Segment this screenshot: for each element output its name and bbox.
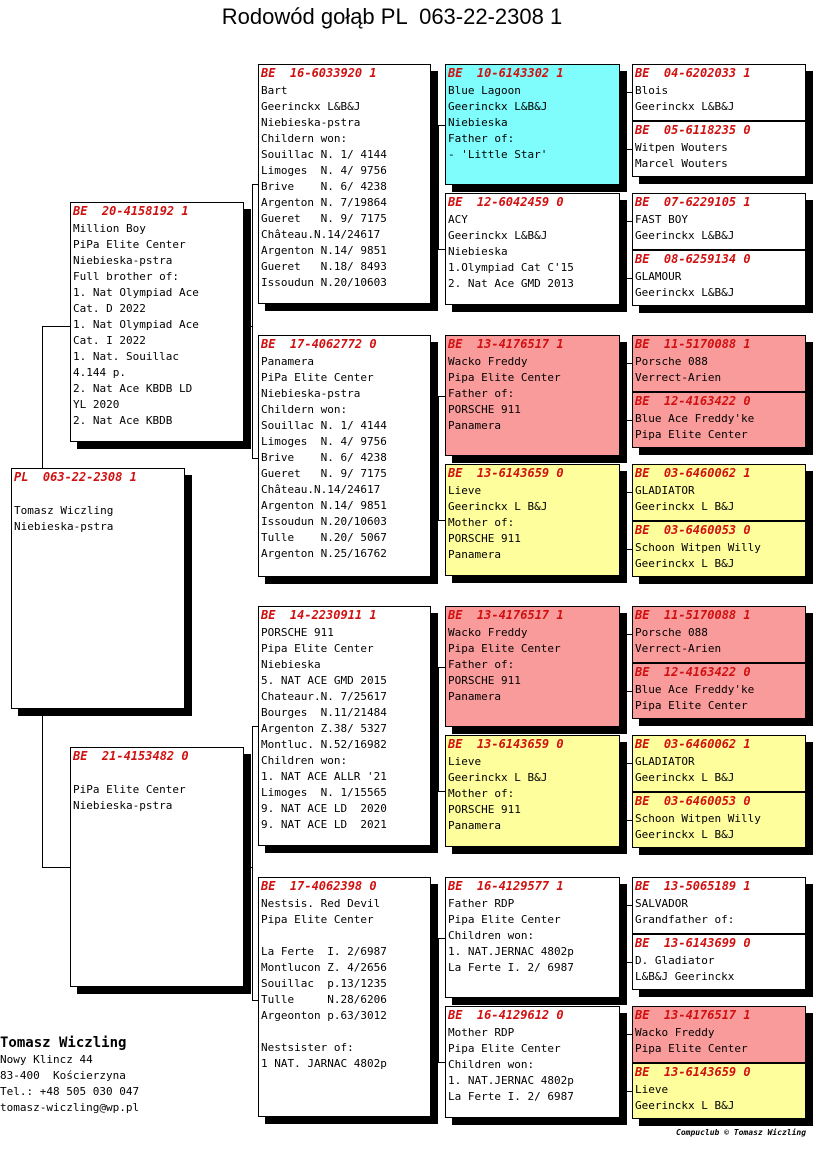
detail-line: PORSCHE 911	[448, 403, 521, 416]
ring-number: BE 12-4163422 0	[635, 394, 751, 408]
detail-line: Tulle N.20/ 5067	[261, 531, 387, 544]
pigeon-card-fmf	[445, 335, 620, 456]
detail-line: Gueret N. 9/ 7175	[261, 212, 387, 225]
detail-line: Geerinckx L&B&J	[635, 100, 735, 113]
detail-line: PORSCHE 911	[448, 532, 521, 545]
pigeon-details	[71, 219, 243, 429]
detail-line: Geerinckx L B&J	[448, 771, 548, 784]
connector-line	[438, 396, 445, 397]
detail-line: Father of:	[448, 132, 515, 145]
detail-line: Niebieska-pstra	[261, 387, 361, 400]
connector-line	[626, 763, 627, 820]
ring-number: BE 17-4062772 0	[261, 337, 377, 351]
detail-line: 1. Nat. Souillac	[73, 350, 179, 363]
pigeon-details	[71, 764, 243, 814]
detail-line: Issoudun N.20/10603	[261, 515, 387, 528]
pigeon-card-g5	[632, 335, 806, 392]
pigeon-details	[446, 352, 619, 434]
detail-line: Pipa Elite Center	[448, 1042, 561, 1055]
detail-line: Geerinckx L B&J	[635, 1099, 735, 1112]
detail-line: Panamera	[448, 690, 501, 703]
ring-number: BE 12-6042459 0	[448, 195, 564, 209]
detail-line: Blue Ace Freddy'ke	[635, 412, 755, 425]
pigeon-card-g6	[632, 392, 806, 448]
pigeon-card-ffm	[445, 193, 620, 305]
detail-line: Pipa Elite Center	[635, 699, 748, 712]
pigeon-card-g12	[632, 792, 806, 848]
detail-line: - 'Little Star'	[448, 148, 548, 161]
detail-line: 2. Nat Ace GMD 2013	[448, 277, 574, 290]
detail-line: Tomasz Wiczling	[14, 504, 114, 517]
detail-line: Cat. D 2022	[73, 302, 146, 315]
detail-line: Pipa Elite Center	[261, 913, 374, 926]
detail-line: Argenton N.14/ 9851	[261, 499, 387, 512]
detail-line: 1. Nat Olympiad Ace	[73, 318, 199, 331]
detail-line: Marcel Wouters	[635, 157, 728, 170]
detail-line: Children won:	[448, 1058, 535, 1071]
connector-line	[626, 905, 627, 962]
detail-line: Chateaur.N. 7/25617	[261, 690, 387, 703]
detail-line: Blue Lagoon	[448, 84, 521, 97]
detail-line: 4.144 p.	[73, 366, 126, 379]
owner-email: tomasz-wiczling@wp.pl	[0, 1101, 140, 1114]
connector-line	[252, 726, 253, 1000]
detail-line: Lieve	[635, 1083, 669, 1096]
connector-line	[438, 1062, 445, 1063]
detail-line: PiPa Elite Center	[261, 371, 374, 384]
pigeon-card-g4	[632, 250, 806, 306]
detail-line: Children won:	[448, 929, 535, 942]
connector-line	[626, 92, 627, 149]
connector-line	[438, 938, 439, 1062]
owner-phone: Tel.: +48 505 030 047	[0, 1085, 140, 1098]
detail-line: Wacko Freddy	[448, 355, 528, 368]
owner-name: Tomasz Wiczling	[0, 1035, 127, 1051]
ring-number: PL 063-22-2308 1	[14, 470, 137, 484]
connector-line	[252, 184, 253, 458]
detail-line: GLADIATOR	[635, 755, 695, 768]
pigeon-details	[633, 138, 805, 172]
detail-line: Verrect-Arien	[635, 642, 722, 655]
detail-line: Niebieska-pstra	[261, 116, 361, 129]
detail-line: D. Gladiator	[635, 954, 715, 967]
pigeon-details	[633, 81, 805, 115]
pigeon-details	[633, 752, 805, 786]
connector-line	[42, 867, 70, 868]
detail-line: Pipa Elite Center	[635, 1042, 748, 1055]
ring-number: BE 04-6202033 1	[635, 66, 751, 80]
detail-line: 1 NAT. JARNAC 4802p	[261, 1057, 387, 1070]
pigeon-details	[633, 267, 805, 301]
pigeon-details	[633, 210, 805, 244]
pigeon-card-g3	[632, 193, 806, 250]
detail-line: Pipa Elite Center	[448, 913, 561, 926]
ring-number: BE 03-6460053 0	[635, 794, 751, 808]
connector-line	[438, 249, 445, 250]
detail-line: Issoudun N.20/10603	[261, 276, 387, 289]
detail-line: GLAMOUR	[635, 270, 682, 283]
detail-line: Bart	[261, 84, 288, 97]
ring-number: BE 08-6259134 0	[635, 252, 751, 266]
detail-line: 1. NAT.JERNAC 4802p	[448, 945, 574, 958]
detail-line: ACY	[448, 213, 468, 226]
detail-line: 1.Olympiad Cat C'15	[448, 261, 574, 274]
pigeon-details	[633, 481, 805, 515]
ring-number: BE 03-6460062 1	[635, 466, 751, 480]
detail-line: Geerinckx L&B&J	[635, 229, 735, 242]
detail-line: Panamera	[448, 419, 501, 432]
detail-line: Limoges N. 1/15565	[261, 786, 387, 799]
pigeon-card-g1	[632, 64, 806, 121]
pigeon-details	[446, 481, 619, 563]
pigeon-card-g14	[632, 934, 806, 990]
pigeon-card-fmm	[445, 464, 620, 576]
pigeon-details	[633, 1023, 805, 1057]
ring-number: BE 13-4176517 1	[448, 608, 564, 622]
connector-line	[438, 791, 445, 792]
footer-credit: Compuclub © Tomasz Wiczling	[676, 1128, 807, 1137]
detail-line	[261, 1024, 430, 1040]
ring-number: BE 10-6143302 1	[448, 66, 564, 80]
detail-line: Nestsis. Red Devil	[261, 897, 381, 910]
detail-line	[14, 487, 184, 503]
detail-line: Argeonton p.63/3012	[261, 1009, 387, 1022]
detail-line: Grandfather of:	[635, 913, 735, 926]
detail-line: Tulle N.28/6206	[261, 993, 387, 1006]
detail-line: Geerinckx L&B&J	[635, 286, 735, 299]
pigeon-details	[446, 1023, 619, 1105]
detail-line: Niebieska-pstra	[73, 799, 173, 812]
connector-line	[42, 709, 43, 867]
pedigree-title: Rodowód gołąb PL 063-22-2308 1	[221, 4, 563, 29]
detail-line: Niebieska-pstra	[73, 254, 173, 267]
detail-line: PiPa Elite Center	[73, 238, 186, 251]
detail-line: Limoges N. 4/ 9756	[261, 164, 387, 177]
detail-line: Mother RDP	[448, 1026, 515, 1039]
detail-line: Mother of:	[448, 516, 515, 529]
ring-number: BE 07-6229105 1	[635, 195, 751, 209]
detail-line: Brive N. 6/ 4238	[261, 451, 387, 464]
detail-line: La Ferte I. 2/ 6987	[448, 1090, 574, 1103]
detail-line: PORSCHE 911	[448, 674, 521, 687]
owner-info	[0, 1034, 139, 1116]
detail-line: Cat. I 2022	[73, 334, 146, 347]
detail-line: Argenton N.25/16762	[261, 547, 387, 560]
detail-line: Childern won:	[261, 403, 348, 416]
pigeon-details	[259, 623, 430, 833]
detail-line: Geerinckx L B&J	[635, 828, 735, 841]
ring-number: BE 13-6143659 0	[635, 1065, 751, 1079]
connector-line	[626, 363, 627, 420]
detail-line: YL 2020	[73, 398, 120, 411]
pigeon-details	[446, 894, 619, 976]
detail-line: Gueret N.18/ 8493	[261, 260, 387, 273]
detail-line: Blois	[635, 84, 669, 97]
detail-line: Montlucon Z. 4/2656	[261, 961, 387, 974]
detail-line: Geerinckx L B&J	[635, 500, 735, 513]
ring-number: BE 16-4129612 0	[448, 1008, 564, 1022]
pigeon-details	[633, 538, 805, 572]
detail-line: Porsche 088	[635, 355, 708, 368]
detail-line: 9. NAT ACE LD 2021	[261, 818, 387, 831]
detail-line: Argenton N. 7/19864	[261, 196, 387, 209]
pigeon-card-mff	[445, 606, 620, 727]
pigeon-card-mfm	[445, 735, 620, 847]
connector-line	[438, 125, 439, 249]
ring-number: BE 12-4163422 0	[635, 665, 751, 679]
detail-line: Nestsister of:	[261, 1041, 354, 1054]
pigeon-details	[633, 951, 805, 985]
pigeon-details	[633, 409, 805, 443]
connector-line	[438, 667, 439, 791]
detail-line: Childern won:	[261, 132, 348, 145]
detail-line: Pipa Elite Center	[261, 642, 374, 655]
detail-line	[261, 928, 430, 944]
pigeon-card-fff	[445, 64, 620, 185]
detail-line: Million Boy	[73, 222, 146, 235]
owner-address: Nowy Klincz 44	[0, 1053, 93, 1066]
detail-line: Pipa Elite Center	[448, 642, 561, 655]
ring-number: BE 11-5170088 1	[635, 337, 751, 351]
detail-line: Porsche 088	[635, 626, 708, 639]
pigeon-card-mmf	[445, 877, 620, 998]
ring-number: BE 17-4062398 0	[261, 879, 377, 893]
detail-line: La Ferte I. 2/6987	[261, 945, 387, 958]
detail-line: Lieve	[448, 755, 482, 768]
pigeon-card-g15	[632, 1006, 806, 1063]
connector-line	[438, 125, 445, 126]
pigeon-details	[446, 81, 619, 163]
connector-line	[244, 867, 252, 868]
pigeon-details	[259, 81, 430, 291]
ring-number: BE 16-6033920 1	[261, 66, 377, 80]
ring-number: BE 03-6460062 1	[635, 737, 751, 751]
detail-line: Bourges N.11/21484	[261, 706, 387, 719]
pigeon-card-g7	[632, 464, 806, 521]
pigeon-details	[446, 210, 619, 292]
detail-line: Argenton Z.38/ 5327	[261, 722, 387, 735]
detail-line: 1. Nat Olympiad Ace	[73, 286, 199, 299]
detail-line: 5. NAT ACE GMD 2015	[261, 674, 387, 687]
detail-line: Château.N.14/24617	[261, 483, 381, 496]
detail-line: Geerinckx L B&J	[635, 771, 735, 784]
ring-number: BE 13-4176517 1	[448, 337, 564, 351]
detail-line: GLADIATOR	[635, 484, 695, 497]
detail-line: Geerinckx L B&J	[635, 557, 735, 570]
connector-line	[438, 667, 445, 668]
detail-line: Niebieska	[448, 116, 508, 129]
detail-line: Brive N. 6/ 4238	[261, 180, 387, 193]
detail-line: 2. Nat Ace KBDB LD	[73, 382, 193, 395]
pigeon-details	[446, 623, 619, 705]
pigeon-card-g9	[632, 606, 806, 663]
detail-line: Schoon Witpen Willy	[635, 812, 761, 825]
pigeon-details	[633, 680, 805, 714]
ring-number: BE 21-4153482 0	[73, 749, 189, 763]
pigeon-card-mm	[258, 877, 431, 1117]
pigeon-card-father	[70, 202, 244, 442]
detail-line: Father of:	[448, 387, 515, 400]
detail-line	[73, 766, 243, 782]
detail-line: Lieve	[448, 484, 482, 497]
detail-line: Children won:	[261, 754, 348, 767]
detail-line: Wacko Freddy	[635, 1026, 715, 1039]
detail-line: Wacko Freddy	[448, 626, 528, 639]
ring-number: BE 13-6143659 0	[448, 466, 564, 480]
detail-line: Niebieska-pstra	[14, 520, 114, 533]
pigeon-details	[633, 894, 805, 928]
detail-line: Château.N.14/24617	[261, 228, 381, 241]
detail-line: Verrect-Arien	[635, 371, 722, 384]
detail-line: PORSCHE 911	[448, 803, 521, 816]
detail-line: Father RDP	[448, 897, 515, 910]
detail-line: Panamera	[261, 355, 314, 368]
detail-line: 2. Nat Ace KBDB	[73, 414, 173, 427]
pigeon-card-g2	[632, 121, 806, 177]
detail-line: Geerinckx L&B&J	[261, 100, 361, 113]
detail-line: 1. NAT.JERNAC 4802p	[448, 1074, 574, 1087]
detail-line: 9. NAT ACE LD 2020	[261, 802, 387, 815]
pigeon-card-ff	[258, 64, 431, 304]
ring-number: BE 05-6118235 0	[635, 123, 751, 137]
detail-line: SALVADOR	[635, 897, 688, 910]
detail-line: Mother of:	[448, 787, 515, 800]
connector-line	[626, 1034, 627, 1091]
detail-line: Niebieska	[448, 245, 508, 258]
connector-line	[626, 221, 627, 278]
detail-line: L&B&J Geerinckx	[635, 970, 735, 983]
detail-line: Blue Ace Freddy'ke	[635, 683, 755, 696]
detail-line: Witpen Wouters	[635, 141, 728, 154]
detail-line: Geerinckx L B&J	[448, 500, 548, 513]
connector-line	[626, 634, 627, 691]
detail-line: Father of:	[448, 658, 515, 671]
pigeon-card-g16	[632, 1063, 806, 1119]
detail-line: Gueret N. 9/ 7175	[261, 467, 387, 480]
pigeon-card-mother	[70, 747, 244, 987]
ring-number: BE 14-2230911 1	[261, 608, 377, 622]
detail-line: 1. NAT ACE ALLR '21	[261, 770, 387, 783]
detail-line: La Ferte I. 2/ 6987	[448, 961, 574, 974]
ring-number: BE 13-6143659 0	[448, 737, 564, 751]
detail-line: Geerinckx L&B&J	[448, 229, 548, 242]
ring-number: BE 13-5065189 1	[635, 879, 751, 893]
pigeon-details	[259, 352, 430, 562]
owner-city: 83-400 Kościerzyna	[0, 1069, 126, 1082]
detail-line: Full brother of:	[73, 270, 179, 283]
ring-number: BE 16-4129577 1	[448, 879, 564, 893]
pigeon-card-fm	[258, 335, 431, 577]
detail-line: Souillac p.13/1235	[261, 977, 387, 990]
detail-line: Panamera	[448, 819, 501, 832]
pigeon-card-g11	[632, 735, 806, 792]
pigeon-details	[446, 752, 619, 834]
pigeon-card-g10	[632, 663, 806, 719]
ring-number: BE 13-6143699 0	[635, 936, 751, 950]
pigeon-card-g13	[632, 877, 806, 934]
detail-line: Argenton N.14/ 9851	[261, 244, 387, 257]
detail-line: Souillac N. 1/ 4144	[261, 419, 387, 432]
ring-number: BE 13-4176517 1	[635, 1008, 751, 1022]
connector-line	[626, 492, 627, 549]
detail-line: Pipa Elite Center	[635, 428, 748, 441]
pigeon-card-mf	[258, 606, 431, 846]
detail-line: FAST BOY	[635, 213, 688, 226]
detail-line: Schoon Witpen Willy	[635, 541, 761, 554]
pigeon-details	[633, 809, 805, 843]
detail-line: Limoges N. 4/ 9756	[261, 435, 387, 448]
connector-line	[438, 520, 445, 521]
detail-line: Niebieska	[261, 658, 321, 671]
pigeon-card-g8	[632, 521, 806, 577]
pigeon-details	[633, 352, 805, 386]
pigeon-details	[259, 894, 430, 1072]
detail-line: Geerinckx L&B&J	[448, 100, 548, 113]
connector-line	[42, 326, 43, 468]
pigeon-card-mmm	[445, 1006, 620, 1118]
ring-number: BE 20-4158192 1	[73, 204, 189, 218]
detail-line: Panamera	[448, 548, 501, 561]
detail-line: PiPa Elite Center	[73, 783, 186, 796]
connector-line	[438, 396, 439, 520]
detail-line: Pipa Elite Center	[448, 371, 561, 384]
connector-line	[244, 326, 252, 327]
detail-line: Montluc. N.52/16982	[261, 738, 387, 751]
detail-line: PORSCHE 911	[261, 626, 334, 639]
connector-line	[438, 938, 445, 939]
pigeon-card-subject	[11, 468, 185, 709]
pigeon-details	[633, 1080, 805, 1114]
detail-line: Souillac N. 1/ 4144	[261, 148, 387, 161]
pigeon-details	[633, 623, 805, 657]
connector-line	[42, 326, 70, 327]
pigeon-details	[12, 485, 184, 535]
ring-number: BE 03-6460053 0	[635, 523, 751, 537]
ring-number: BE 11-5170088 1	[635, 608, 751, 622]
